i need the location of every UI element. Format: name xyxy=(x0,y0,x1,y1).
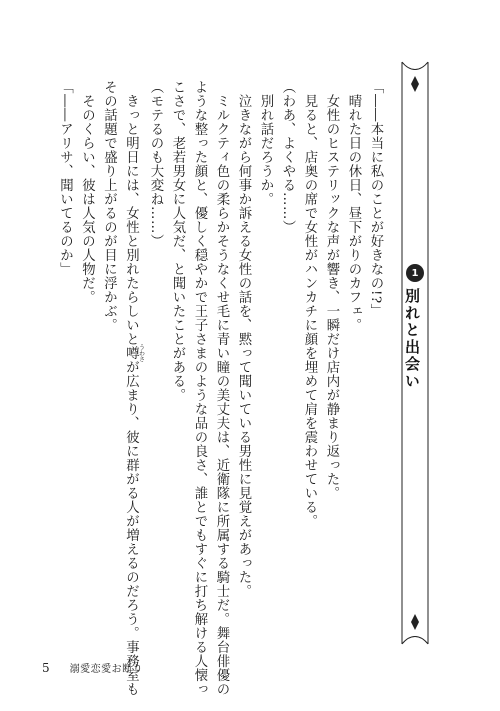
ruby-reading: うわさ xyxy=(137,344,145,362)
text-line: こさで、老若男女に人気だ、と聞いたことがある。 xyxy=(170,80,185,402)
page-number: 5 xyxy=(42,661,50,675)
text-fragment: ミルクティ色の柔らかそうなくせ毛に青い瞳の美丈夫は、 xyxy=(214,80,229,458)
text-line: 「――アリサ、聞いてるのか」 xyxy=(57,80,73,276)
text-line: ような整った顔と、優しく穏やかで王子さまのような品の良さ、誰とでもすぐに打ち解ける人懐っ xyxy=(192,80,207,696)
chapter-title: 別れと出会い xyxy=(403,288,421,390)
text-line: そのくらい、彼は人気の人物だ。 xyxy=(79,80,95,304)
text-line: 晴れた日の休日、昼下がりのカフェ。 xyxy=(346,80,361,332)
chapter-number-badge: 1 xyxy=(406,264,424,282)
text-line: 泣きながら何事か訴える女性の話を、黙って聞いている男性に見覚えがあった。 xyxy=(236,80,251,598)
text-line: （わあ、よくやる……） xyxy=(280,80,295,234)
text-line: 見ると、店奥の席で女性がハンカチに顔を埋めて肩を震わせている。 xyxy=(302,80,317,528)
text-line xyxy=(210,80,232,696)
text-line: 別れ話だろうか。 xyxy=(258,80,273,206)
text-line: （モテるのも大変ね……） xyxy=(148,80,163,248)
text-fragment: 近衛隊に所属する騎士だ。舞台俳優の xyxy=(214,458,229,696)
text-fragment: きっと明日には、女性と別れたらしいと xyxy=(123,80,139,346)
text-fragment: が広まり、彼に群がる人が増えるのだろう。事務室も xyxy=(123,360,139,696)
page-footer xyxy=(42,660,143,675)
ruby-base: 噂 xyxy=(123,344,139,362)
text-line: 「――本当に私のことが好きなの!?」 xyxy=(368,80,383,318)
text-line: 女性のヒステリックな声が響き、一瞬だけ店内が静まり返った。 xyxy=(324,80,339,500)
text-line xyxy=(120,80,145,696)
chapter-banner xyxy=(398,62,432,644)
ruby-word xyxy=(123,344,145,362)
text-line: その話題で盛り上がるのが目に浮かぶ。 xyxy=(101,80,117,332)
book-title: 溺愛恋愛お断り xyxy=(69,664,144,675)
